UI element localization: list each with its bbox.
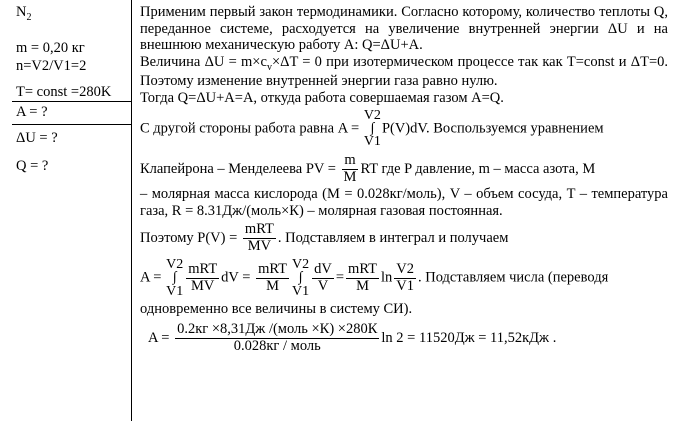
given-panel (0, 0, 130, 421)
final-fraction: $\frac{\text{0.2кг ×8,31Дж /(моль ×К) ×280К}}{\text{0.028кг / моль}}$ (177, 320, 378, 354)
internal-energy-paragraph: Величина $\Delta U = m\times c_v\times\Delta T = 0$ при изотермическом процессе так как T=const и ΔT=0. Поэтому изменение внутренней энергии газа равно нулю. (140, 54, 669, 90)
first-law-paragraph: Применим первый закон термодинамики. Согласно которому, количество теплоты Q, переданное системе, расходуется на увеличение внутренней энергии ΔU и на внешнюю механическую работу A: Q=ΔU+A. (140, 4, 668, 54)
given-ratio: n=V2/V1=2 (16, 58, 87, 74)
si-units-note: одновременно все величины в систему СИ). (140, 301, 413, 318)
integral-sign-1: V2 ∫ V1 (166, 257, 184, 300)
work-equals-heat: Тогда Q=ΔU+A=A, откуда работа совершаемая газом A=Q. (140, 90, 504, 107)
integral-sign-2: V2 ∫ V1 (292, 257, 310, 300)
given-mass: m = 0,20 кг (16, 40, 85, 56)
find-work: A = ? (16, 104, 48, 120)
clapeyron-line: Клапейрона – Менделеева PV = $\frac{m}{M}$ RT где P давление, m – масса азота, M (140, 152, 596, 186)
fraction-mrt-mv: $\frac{\text{mRT}}{MV}$ (188, 261, 218, 295)
solution-panel (140, 4, 668, 355)
given-separator (12, 101, 131, 102)
integral-evaluation-line: A = V2 ∫ V1 $\frac{\text{mRT}}{MV}$ dV = $\frac{\text{mRT}}{M}$ V2 ∫ V1 $\frac{dV}{V}$ = $\frac{\text{mRT}}{M}$ ln $\frac{V2}{V1}$ . Подставляем числа (переводя (140, 257, 609, 300)
clapeyron-definitions: – молярная масса кислорода (M = 0.028кг/моль), V – объем сосуда, T – температура газа, R = 8.31Дж/(моль×К) – молярная газовая постоянная. (140, 186, 668, 219)
vertical-divider (131, 0, 132, 421)
gas-formula: $N_2$ (16, 4, 32, 23)
final-answer-line: A = $\frac{\text{0.2кг ×8,31Дж /(моль ×К) ×280К}}{\text{0.028кг / моль}}$ ln 2 = 11520Дж = 11,52кДж . (148, 320, 557, 354)
integral-sign: V2 ∫ V1 (363, 107, 381, 150)
given-temperature: T= const =280K (16, 84, 112, 100)
fraction-v2-v1: $\frac{V2}{V1}$ (396, 261, 414, 295)
find-internal-energy: ΔU = ? (16, 130, 58, 146)
work-integral-line: С другой стороны работа равна A = V2 ∫ V1 P(V)dV. Воспользуемся уравнением (140, 107, 604, 150)
fraction-dv-v: $\frac{dV}{V}$ (314, 261, 332, 295)
pressure-expression-line: Поэтому P(V) = $\frac{\text{mRT}}{MV}$ . Подставляем в интеграл и получаем (140, 220, 509, 254)
find-separator (12, 124, 131, 125)
find-heat: Q = ? (16, 158, 49, 174)
fraction-mrt-m: $\frac{\text{mRT}}{M}$ (258, 261, 287, 295)
fraction-mrt-m-2: $\frac{\text{mRT}}{M}$ (348, 261, 377, 295)
m-over-m-fraction: $\frac{m}{M}$ (343, 152, 357, 186)
pressure-fraction: $\frac{\text{mRT}}{MV}$ (244, 220, 274, 254)
